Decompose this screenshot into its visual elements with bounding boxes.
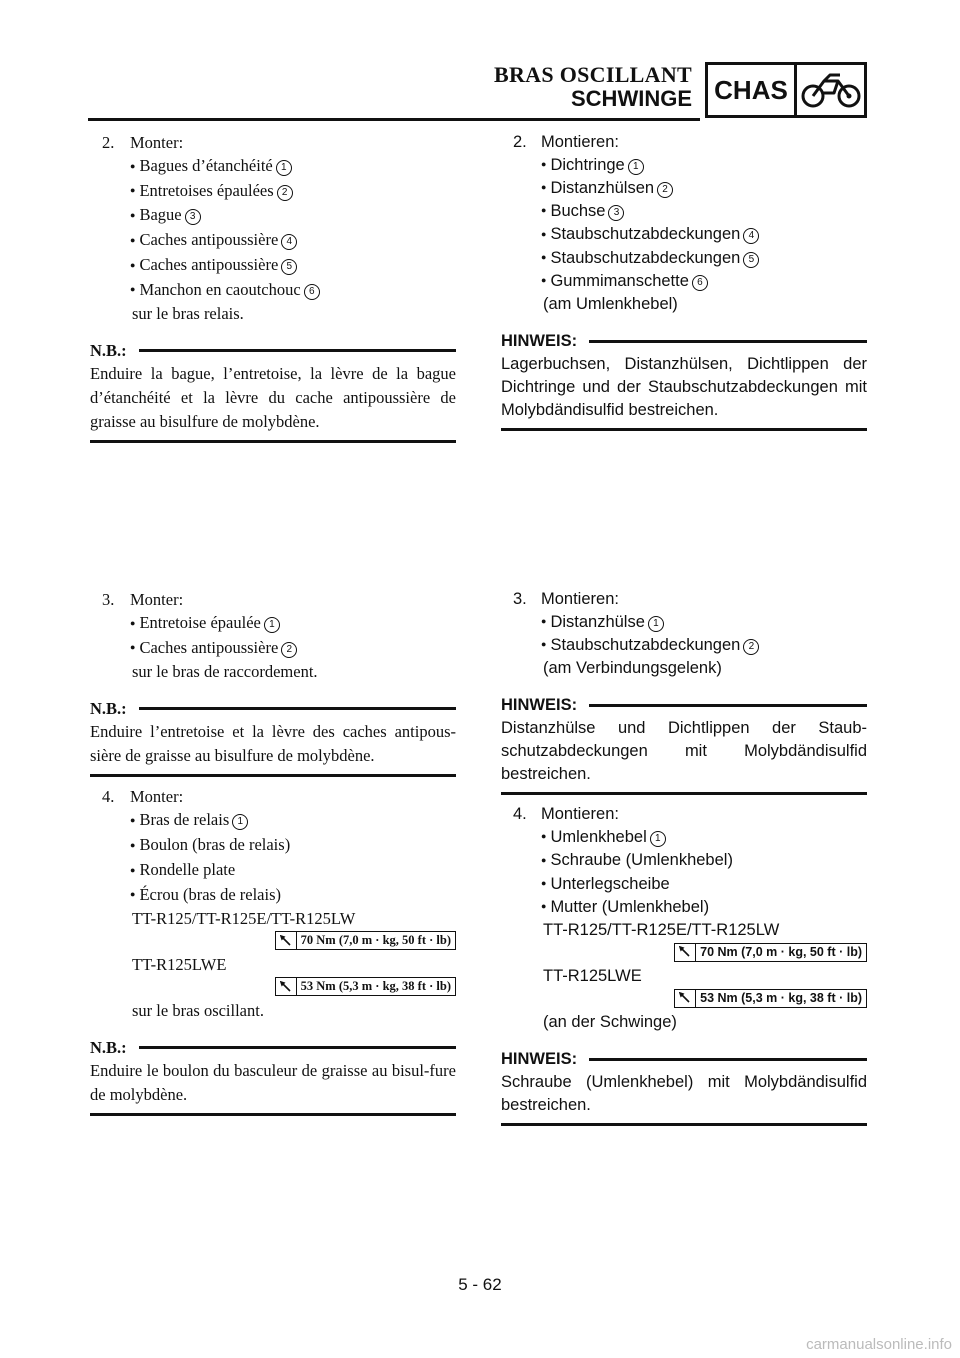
ref-number: 6	[692, 275, 708, 291]
ref-number: 2	[277, 185, 293, 201]
list-item: ● Staubschutzabdeckungen 5	[501, 247, 867, 270]
note-header: N.B.:	[90, 697, 456, 720]
note-text: Distanzhülse und Dichtlippen der Staub-schutzabdeckungen mit Molybdändisulfid bestreichen.	[501, 719, 867, 784]
list-item: ● Umlenkhebel 1	[501, 826, 867, 849]
ref-number: 4	[743, 228, 759, 244]
ref-number: 1	[232, 814, 248, 830]
ref-number: 2	[743, 639, 759, 655]
note-header: N.B.:	[90, 1036, 456, 1059]
note-header: HINWEIS:	[501, 330, 867, 353]
note-header: HINWEIS:	[501, 694, 867, 717]
ref-number: 1	[650, 831, 666, 847]
note-text: Lagerbuchsen, Distanzhülsen, Dichtlippen der Dichtringe und der Staubschutzabdeckungen mit Molybdändisulfid bestreichen.	[501, 354, 867, 419]
torque-spec: 70 Nm (7,0 m · kg, 50 ft · lb)	[501, 943, 867, 962]
note-header: N.B.:	[90, 339, 456, 362]
list-item: ● Distanzhülsen 2	[501, 177, 867, 200]
list-item: ● Unterlegscheibe	[501, 873, 867, 896]
note-text: Enduire l’entretoise et la lèvre des caches antipous-sière de graisse au bisulfure de molybdène.	[90, 722, 456, 766]
watermark: carmanualsonline.info	[806, 1336, 952, 1353]
model-text: TT-R125/TT-R125E/TT-R125LW	[543, 920, 780, 939]
ref-number: 1	[628, 159, 644, 175]
header-rule	[88, 118, 700, 121]
list-item: ● Entretoises épaulées 2	[90, 179, 456, 204]
note-header: HINWEIS:	[501, 1048, 867, 1071]
list-item: ● Staubschutzabdeckungen 2	[501, 634, 867, 657]
list-item: ● Gummimanschette 6	[501, 270, 867, 293]
ref-number: 1	[648, 616, 664, 632]
ref-number: 3	[185, 209, 201, 225]
list-item: ● Buchse 3	[501, 200, 867, 223]
list-item: ● Mutter (Umlenkhebel)	[501, 896, 867, 919]
location-text: sur le bras de raccordement.	[132, 662, 318, 682]
model-text: TT-R125/TT-R125E/TT-R125LW	[132, 909, 356, 929]
note-end-rule	[501, 428, 867, 431]
note-text: Enduire la bague, l’entretoise, la lèvre de la bague d’étanchéité et la lèvre du cache antipoussière de graisse au bisulfure de molybdène.	[90, 364, 456, 432]
list-item: ● Bagues d’étanchéité 1	[90, 154, 456, 179]
list-item: ● Caches antipoussière 2	[90, 636, 456, 661]
ref-number: 5	[743, 252, 759, 268]
ref-number: 2	[281, 642, 297, 658]
torque-wrench-icon	[675, 990, 696, 1007]
list-item: ● Caches antipoussière 5	[90, 253, 456, 278]
location-text: (an der Schwinge)	[543, 1012, 677, 1031]
model-text: TT-R125LWE	[543, 966, 642, 985]
section-label: CHAS	[708, 65, 797, 115]
page-number: 5 - 62	[458, 1275, 502, 1294]
header-title-de: SCHWINGE	[571, 86, 692, 111]
list-item: ● Boulon (bras de relais)	[90, 833, 456, 858]
ref-number: 5	[281, 259, 297, 275]
location-text: sur le bras oscillant.	[132, 1001, 264, 1021]
note-text: Enduire le boulon du basculeur de graisse au bisul-fure de molybdène.	[90, 1061, 456, 1105]
location-text: sur le bras relais.	[132, 304, 244, 324]
ref-number: 2	[657, 182, 673, 198]
note-end-rule	[90, 440, 456, 443]
list-item: ● Rondelle plate	[90, 858, 456, 883]
de-step-4: 4. Montieren:	[513, 805, 619, 824]
torque-wrench-icon	[276, 932, 297, 949]
list-item: ● Entretoise épaulée 1	[90, 611, 456, 636]
location-text: (am Umlenkhebel)	[543, 294, 678, 313]
location-text: (am Verbindungsgelenk)	[543, 659, 722, 678]
list-item: ● Manchon en caoutchouc 6	[90, 278, 456, 303]
section-badge	[705, 62, 867, 118]
torque-spec: 70 Nm (7,0 m · kg, 50 ft · lb)	[90, 931, 456, 950]
ref-number: 6	[304, 284, 320, 300]
fr-step-4: 4. Monter:	[102, 787, 184, 807]
de-step-2: 2. Montieren: ● Dichtringe 1 ● Distanzhülsen 2 ● Buchse 3 ● Staubschutzabdeckungen 4 ● Staubschutzabdeckungen 5 ● Gummimanschette 6 (am Umlenkhebel) HINWEIS: Lagerbuchsen, Distanzhülsen, Dichtlippen der Dichtringe und der Staubschutzabdeckungen mit Molybdändisulfid bestreichen.	[501, 131, 867, 431]
torque-spec: 53 Nm (5,3 m · kg, 38 ft · lb)	[90, 977, 456, 996]
ref-number: 3	[608, 205, 624, 221]
list-item: ● Bras de relais 1	[90, 808, 456, 833]
note-end-rule	[501, 1123, 867, 1126]
motorcycle-icon	[797, 65, 864, 115]
list-item: ● Distanzhülse 1	[501, 611, 867, 634]
list-item: ● Schraube (Umlenkhebel)	[501, 849, 867, 872]
ref-number: 1	[276, 160, 292, 176]
note-text: Schraube (Umlenkhebel) mit Molybdändisulfid bestreichen.	[501, 1072, 867, 1114]
model-text: TT-R125LWE	[132, 955, 227, 975]
ref-number: 1	[264, 617, 280, 633]
list-item: ● Caches antipoussière 4	[90, 228, 456, 253]
torque-wrench-icon	[276, 978, 297, 995]
torque-spec: 53 Nm (5,3 m · kg, 38 ft · lb)	[501, 989, 867, 1008]
list-item: ● Écrou (bras de relais)	[90, 883, 456, 908]
torque-wrench-icon	[675, 944, 696, 961]
list-item: ● Dichtringe 1	[501, 154, 867, 177]
list-item: ● Bague 3	[90, 203, 456, 228]
fr-step-3: 3. Monter: ● Entretoise épaulée 1 ● Caches antipoussière 2 sur le bras de raccordement. N.B.: Enduire l’entretoise et la lèvre des caches antipous-sière de graisse au bisulfure de molybdène. 4. Monter: ● Bras de relais 1 ● Boulon (bras de relais) ● Rondelle plate ● Écrou (bras de relais) TT-R125/TT-R125E/TT-R125LW 70 Nm (7,0 m · kg, 50 ft · lb) TT-R125LWE 53 Nm (5,3 m · kg, 38 ft · lb) sur le bras oscillant. N.B.: Enduire le boulon du basculeur de graisse au bisul-fure de molybdène.	[90, 588, 456, 1116]
fr-step-2: 2. Monter: ● Bagues d’étanchéité 1 ● Entretoises épaulées 2 ● Bague 3 ● Caches antipoussière 4 ● Caches antipoussière 5 ● Manchon en caoutchouc 6 sur le bras relais. N.B.: Enduire la bague, l’entretoise, la lèvre de la bague d’étanchéité et la lèvre du cache antipoussière de graisse au bisulfure de molybdène.	[90, 131, 456, 443]
ref-number: 4	[281, 234, 297, 250]
header-title-fr: BRAS OSCILLANT	[494, 62, 692, 87]
note-end-rule	[90, 1113, 456, 1116]
de-step-3: 3. Montieren: ● Distanzhülse 1 ● Staubschutzabdeckungen 2 (am Verbindungsgelenk) HINWEIS: Distanzhülse und Dichtlippen der Staub-schutzabdeckungen mit Molybdändisulfid bestreichen. 4. Montieren: ● Umlenkhebel 1 ● Schraube (Umlenkhebel) ● Unterlegscheibe ● Mutter (Umlenkhebel) TT-R125/TT-R125E/TT-R125LW 70 Nm (7,0 m · kg, 50 ft · lb) TT-R125LWE 53 Nm (5,3 m · kg, 38 ft · lb) (an der Schwinge) HINWEIS: Schraube (Umlenkhebel) mit Molybdändisulfid bestreichen.	[501, 588, 867, 1126]
list-item: ● Staubschutzabdeckungen 4	[501, 223, 867, 246]
